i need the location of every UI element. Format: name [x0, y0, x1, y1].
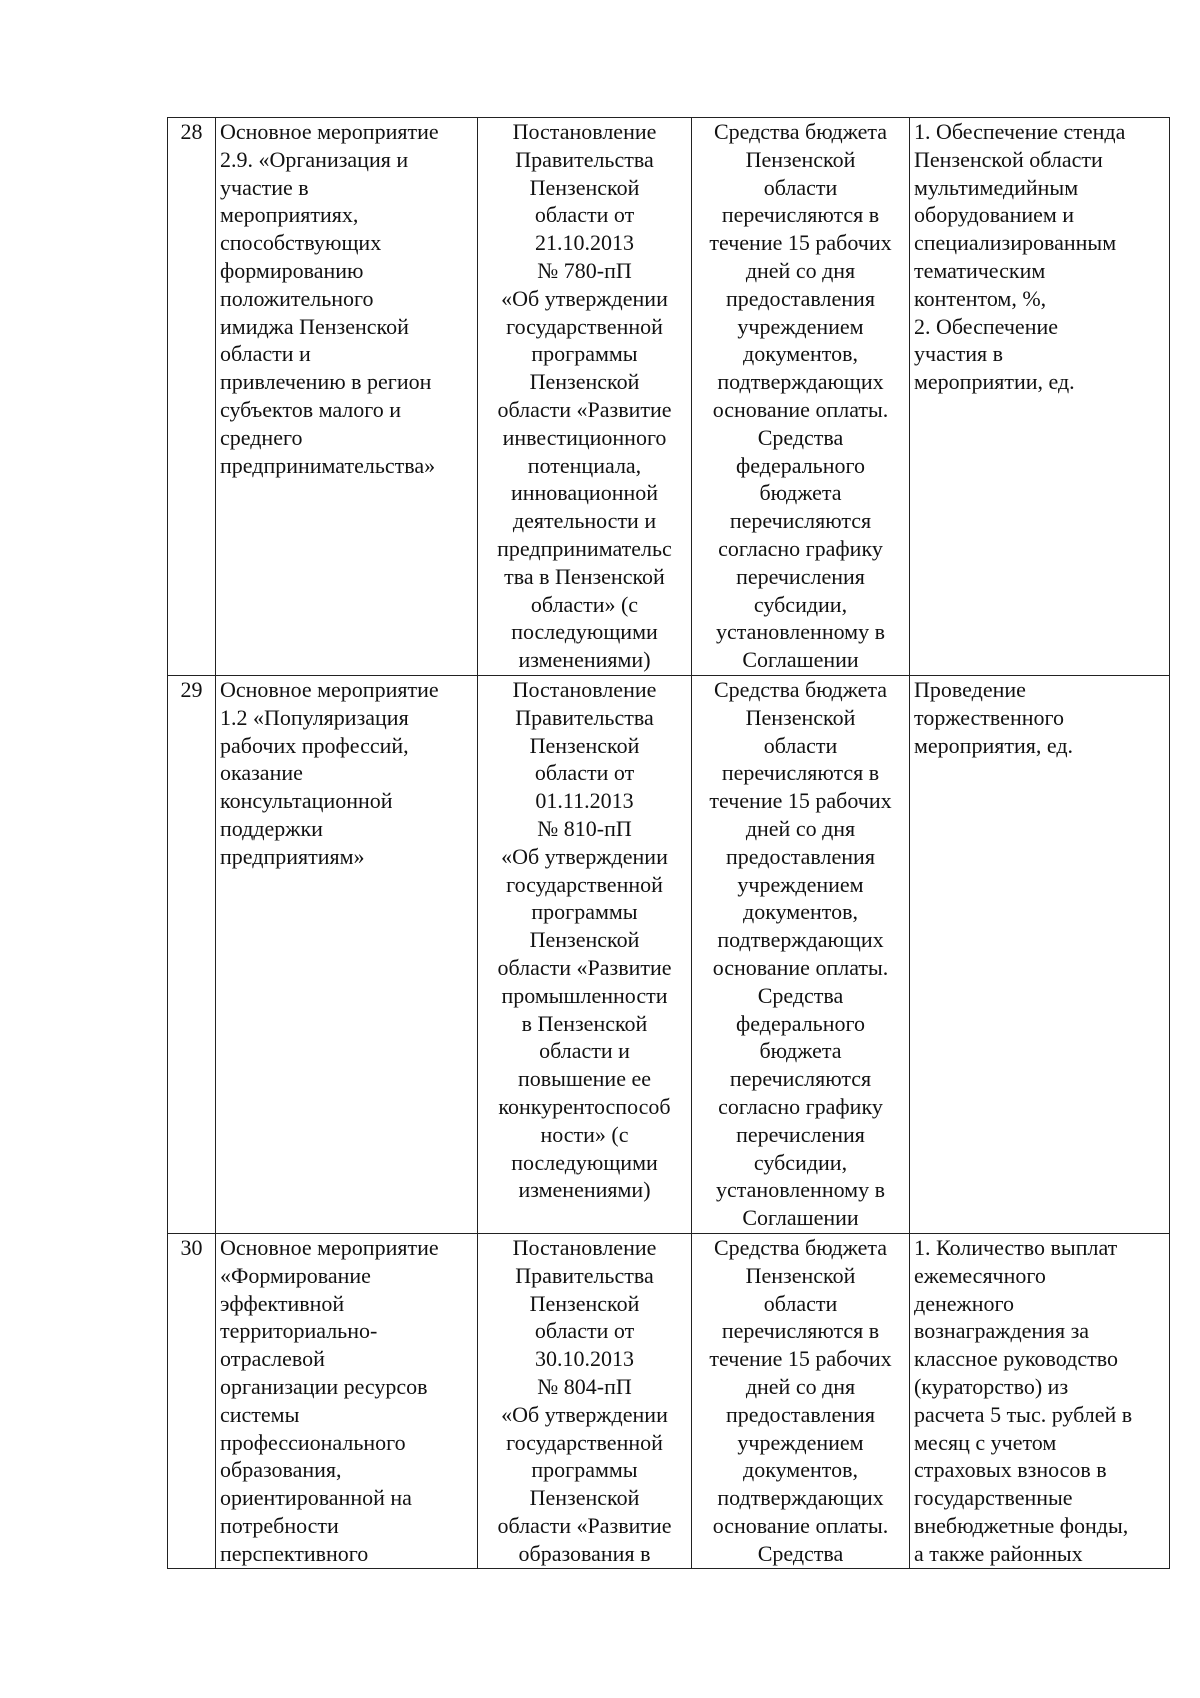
- cell-text-line: повышение ее: [518, 1066, 651, 1092]
- cell-text-line: рабочих профессий,: [220, 732, 409, 758]
- cell-text-line: Пензенской: [529, 1290, 640, 1316]
- cell-text-line: инновационной: [510, 480, 659, 506]
- cell-text-line: предоставления: [726, 843, 875, 869]
- row-number: 30: [168, 1234, 216, 1569]
- cell-text-line: течение 15 рабочих: [709, 230, 892, 256]
- cell-text-line: 2.9. «Организация и: [220, 146, 409, 172]
- cell-text-line: формированию: [220, 257, 364, 283]
- cell-text-line: страховых взносов в: [914, 1457, 1107, 1483]
- cell-text-line: Средства бюджета: [713, 677, 888, 702]
- cell-text-line: образования в: [518, 1540, 651, 1566]
- cell-text-line: области «Развитие: [497, 1512, 672, 1538]
- cell-text-line: профессионального: [220, 1429, 406, 1455]
- cell-text-line: потенциала,: [527, 452, 642, 478]
- cell-text-line: классное руководство: [914, 1346, 1118, 1372]
- cell-text-line: внебюджетные фонды,: [914, 1512, 1129, 1538]
- table-row: [168, 118, 1170, 676]
- cell-text-line: области: [763, 174, 838, 200]
- cell-text-line: 01.11.2013: [535, 788, 634, 814]
- cell-text-line: области: [763, 732, 838, 758]
- cell-text-line: Правительства: [515, 704, 654, 730]
- cell-text-line: ориентированной на: [220, 1485, 412, 1511]
- cell-text-line: области от: [534, 202, 635, 228]
- cell-text-line: Пензенской: [529, 174, 640, 200]
- cell-text-line: документов,: [743, 899, 858, 925]
- cell-text-line: в Пензенской: [521, 1010, 648, 1036]
- indicator-cell: [910, 118, 1170, 676]
- cell-text-line: специализированным: [914, 230, 1117, 256]
- cell-text-line: предоставления: [726, 285, 875, 311]
- cell-text-line: государственной: [506, 313, 663, 339]
- table-row: [168, 1234, 1170, 1569]
- cell-text-line: «Об утверждении: [501, 285, 668, 311]
- cell-text-line: Пензенской: [529, 1485, 640, 1511]
- cell-text-line: конкурентоспособ: [498, 1093, 671, 1119]
- cell-text-line: организации ресурсов: [220, 1373, 428, 1399]
- cell-text-line: основание оплаты.: [712, 396, 889, 422]
- cell-text-line: Правительства: [515, 146, 654, 172]
- cell-text-line: Постановление: [512, 1235, 657, 1260]
- cell-text-line: Средства: [757, 982, 844, 1008]
- cell-text-line: среднего: [220, 424, 303, 450]
- cell-text-line: предпринимательства»: [220, 452, 436, 478]
- cell-text-line: Основное мероприятие: [220, 677, 439, 702]
- cell-text-line: положительного: [220, 285, 374, 311]
- cell-text-line: месяц с учетом: [914, 1429, 1057, 1455]
- cell-text-line: «Об утверждении: [501, 1401, 668, 1427]
- cell-text-line: учреждением: [737, 313, 864, 339]
- cell-text-line: учреждением: [737, 871, 864, 897]
- cell-text-line: деятельности и: [512, 508, 657, 534]
- decree-cell: [478, 118, 692, 676]
- cell-text-line: (кураторство) из: [914, 1373, 1069, 1399]
- decree-cell: [478, 1234, 692, 1569]
- cell-text-line: контентом, %,: [914, 285, 1047, 311]
- cell-text-line: Пензенской: [745, 1262, 856, 1288]
- cell-text-line: ежемесячного: [914, 1262, 1046, 1288]
- cell-text-line: перспективного: [220, 1540, 369, 1566]
- cell-text-line: участия в: [914, 341, 1003, 367]
- cell-text-line: системы: [220, 1401, 300, 1427]
- cell-text-line: субъектов малого и: [220, 396, 402, 422]
- cell-text-line: области и: [220, 341, 311, 367]
- cell-text-line: отраслевой: [220, 1346, 325, 1372]
- cell-text-line: программы: [531, 341, 638, 367]
- event-cell: [216, 1234, 478, 1569]
- cell-text-line: мероприятиях,: [220, 202, 359, 228]
- cell-text-line: Соглашении: [742, 1205, 859, 1231]
- cell-text-line: документов,: [743, 341, 858, 367]
- cell-text-line: Средства: [757, 424, 844, 450]
- indicator-cell: [910, 676, 1170, 1234]
- cell-text-line: федерального: [736, 1010, 865, 1036]
- cell-text-line: перечисляются: [729, 1066, 872, 1092]
- cell-text-line: государственной: [506, 871, 663, 897]
- cell-text-line: Средства бюджета: [713, 119, 888, 144]
- cell-text-line: Пензенской: [529, 927, 640, 953]
- cell-text-line: привлечению в регион: [220, 369, 432, 395]
- cell-text-line: мультимедийным: [914, 174, 1079, 200]
- cell-text-line: 1. Обеспечение стенда: [914, 119, 1126, 144]
- cell-text-line: согласно графику: [718, 1093, 883, 1119]
- cell-text-line: эффективной: [220, 1290, 345, 1316]
- cell-text-line: подтверждающих: [717, 927, 884, 953]
- cell-text-line: субсидии,: [753, 1149, 848, 1175]
- cell-text-line: вознаграждения за: [914, 1318, 1090, 1344]
- cell-text-line: документов,: [743, 1457, 858, 1483]
- cell-text-line: области от: [534, 1318, 635, 1344]
- cell-text-line: перечисления: [736, 563, 865, 589]
- cell-text-line: № 780-пП: [537, 257, 632, 283]
- cell-text-line: имиджа Пензенской: [220, 313, 409, 339]
- cell-text-line: Пензенской: [745, 146, 856, 172]
- row-number: 29: [168, 676, 216, 1234]
- cell-text-line: субсидии,: [753, 591, 848, 617]
- cell-text-line: Пензенской: [745, 704, 856, 730]
- cell-text-line: территориально-: [220, 1318, 378, 1344]
- cell-text-line: 1.2 «Популяризация: [220, 704, 409, 730]
- cell-text-line: поддержки: [220, 815, 323, 841]
- event-cell: [216, 676, 478, 1234]
- cell-text-line: инвестиционного: [502, 424, 667, 450]
- cell-text-line: программы: [531, 899, 638, 925]
- cell-text-line: способствующих: [220, 230, 382, 256]
- cell-text-line: 1. Количество выплат: [914, 1235, 1118, 1260]
- decree-cell: [478, 676, 692, 1234]
- cell-text-line: государственные: [914, 1485, 1073, 1511]
- cell-text-line: установленному в: [716, 1177, 885, 1203]
- cell-text-line: дней со дня: [745, 815, 856, 841]
- cell-text-line: основание оплаты.: [712, 954, 889, 980]
- cell-text-line: Пензенской: [529, 732, 640, 758]
- cell-text-line: тематическим: [914, 257, 1046, 283]
- cell-text-line: области: [763, 1290, 838, 1316]
- cell-text-line: перечисляются в: [721, 760, 880, 786]
- cell-text-line: установленному в: [716, 619, 885, 645]
- cell-text-line: потребности: [220, 1512, 339, 1538]
- funding-cell: [692, 118, 910, 676]
- cell-text-line: согласно графику: [718, 535, 883, 561]
- cell-text-line: области «Развитие: [497, 954, 672, 980]
- cell-text-line: подтверждающих: [717, 1485, 884, 1511]
- cell-text-line: тва в Пензенской: [504, 563, 665, 589]
- cell-text-line: № 804-пП: [537, 1373, 632, 1399]
- cell-text-line: области «Развитие: [497, 396, 672, 422]
- cell-text-line: 30.10.2013: [535, 1346, 634, 1372]
- cell-text-line: федерального: [736, 452, 865, 478]
- cell-text-line: Постановление: [512, 119, 657, 144]
- cell-text-line: Основное мероприятие: [220, 119, 439, 144]
- cell-text-line: области от: [534, 760, 635, 786]
- cell-text-line: «Об утверждении: [501, 843, 668, 869]
- cell-text-line: течение 15 рабочих: [709, 1346, 892, 1372]
- cell-text-line: течение 15 рабочих: [709, 788, 892, 814]
- cell-text-line: Правительства: [515, 1262, 654, 1288]
- measures-table: [167, 117, 1170, 1569]
- cell-text-line: образования,: [220, 1457, 342, 1483]
- cell-text-line: промышленности: [501, 982, 668, 1008]
- cell-text-line: учреждением: [737, 1429, 864, 1455]
- cell-text-line: оборудованием и: [914, 202, 1075, 228]
- cell-text-line: бюджета: [759, 480, 842, 506]
- table-row: [168, 676, 1170, 1234]
- cell-text-line: предпринимательс: [497, 535, 672, 561]
- cell-text-line: последующими: [511, 1149, 658, 1175]
- cell-text-line: дней со дня: [745, 257, 856, 283]
- cell-text-line: Основное мероприятие: [220, 1235, 439, 1260]
- cell-text-line: Пензенской: [529, 369, 640, 395]
- cell-text-line: изменениями): [518, 647, 651, 673]
- cell-text-line: мероприятия, ед.: [914, 732, 1074, 758]
- cell-text-line: перечисляются в: [721, 1318, 880, 1344]
- cell-text-line: участие в: [220, 174, 309, 200]
- cell-text-line: основание оплаты.: [712, 1512, 889, 1538]
- cell-text-line: 2. Обеспечение: [914, 313, 1058, 339]
- cell-text-line: Соглашении: [742, 647, 859, 673]
- cell-text-line: программы: [531, 1457, 638, 1483]
- cell-text-line: Проведение: [914, 677, 1026, 702]
- cell-text-line: торжественного: [914, 704, 1064, 730]
- cell-text-line: перечисляются в: [721, 202, 880, 228]
- cell-text-line: расчета 5 тыс. рублей в: [914, 1401, 1133, 1427]
- cell-text-line: области и: [539, 1038, 630, 1064]
- event-cell: [216, 118, 478, 676]
- cell-text-line: Пензенской области: [914, 146, 1103, 172]
- cell-text-line: Средства: [757, 1540, 844, 1566]
- cell-text-line: перечисляются: [729, 508, 872, 534]
- cell-text-line: мероприятии, ед.: [914, 369, 1075, 395]
- cell-text-line: предприятиям»: [220, 843, 365, 869]
- cell-text-line: бюджета: [759, 1038, 842, 1064]
- cell-text-line: предоставления: [726, 1401, 875, 1427]
- cell-text-line: последующими: [511, 619, 658, 645]
- cell-text-line: Постановление: [512, 677, 657, 702]
- cell-text-line: а также районных: [914, 1540, 1083, 1566]
- cell-text-line: ности» (с: [540, 1121, 629, 1147]
- cell-text-line: денежного: [914, 1290, 1014, 1316]
- cell-text-line: консультационной: [220, 788, 393, 814]
- cell-text-line: изменениями): [518, 1177, 651, 1203]
- cell-text-line: области» (с: [530, 591, 639, 617]
- indicator-cell: [910, 1234, 1170, 1569]
- cell-text-line: «Формирование: [220, 1262, 371, 1288]
- cell-text-line: Средства бюджета: [713, 1235, 888, 1260]
- cell-text-line: подтверждающих: [717, 369, 884, 395]
- cell-text-line: дней со дня: [745, 1373, 856, 1399]
- cell-text-line: государственной: [506, 1429, 663, 1455]
- funding-cell: [692, 676, 910, 1234]
- cell-text-line: № 810-пП: [537, 815, 632, 841]
- row-number: 28: [168, 118, 216, 676]
- cell-text-line: оказание: [220, 760, 303, 786]
- cell-text-line: перечисления: [736, 1121, 865, 1147]
- cell-text-line: 21.10.2013: [535, 230, 634, 256]
- funding-cell: [692, 1234, 910, 1569]
